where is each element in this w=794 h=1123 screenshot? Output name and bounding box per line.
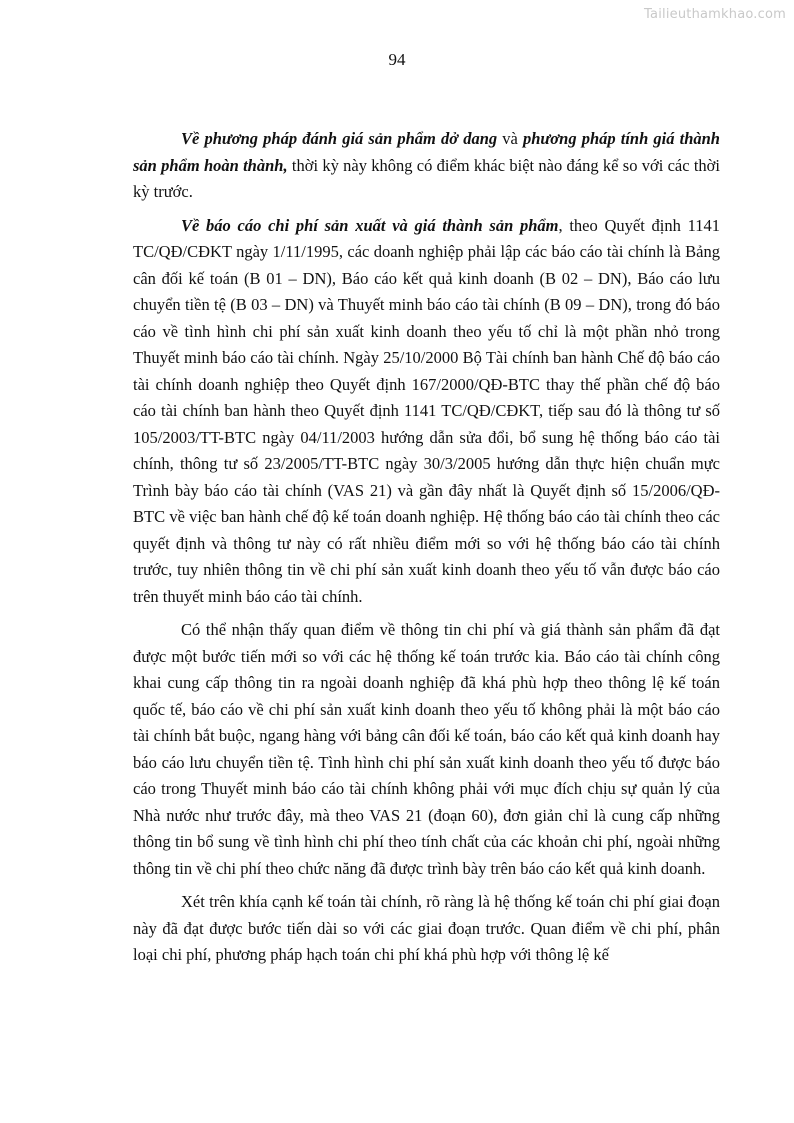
paragraph-cost-report bbox=[133, 213, 720, 611]
heading-costing-method: phương pháp tính giá thành sản phẩm hoàn thành, bbox=[133, 129, 720, 175]
page-number: 94 bbox=[388, 50, 406, 69]
document-body bbox=[133, 126, 720, 969]
heading-wip-valuation: Về phương pháp đánh giá sản phẩm dở dang bbox=[181, 129, 498, 148]
paragraph-financial-accounting: Xét trên khía cạnh kế toán tài chính, rõ ràng là hệ thống kế toán chi phí giai đoạn này đã đạt được bước tiến dài so với các giai đoạn trước. Quan điểm về chi phí, phân loại chi phí, phương pháp hạch toán chi phí khá phù hợp với thông lệ kế bbox=[133, 892, 720, 964]
paragraph-connector: và bbox=[497, 129, 523, 148]
heading-cost-report: Về báo cáo chi phí sản xuất và giá thành sản phẩm bbox=[181, 215, 559, 235]
paragraph-text: thời kỳ này không có điểm khác biệt nào đáng kể so với các thời kỳ trước. bbox=[133, 155, 720, 201]
paragraph-text: , theo Quyết định 1141 TC/QĐ/CĐKT ngày 1/11/1995, các doanh nghiệp phải lập các báo cáo tài chính là Bảng cân đối kế toán (B 01 – DN), Báo cáo kết quả kinh doanh (B 02 – DN), Báo cáo lưu chuyển tiền tệ (B 03 – DN) và Thuyết minh báo cáo tài chính (B 09 – DN), trong đó báo cáo về tình hình chi phí sản xuất kinh doanh theo yếu tố chỉ là một phần nhỏ trong Thuyết minh báo cáo tài chính. Ngày 25/10/2000 Bộ Tài chính ban hành Chế độ báo cáo tài chính doanh nghiệp theo Quyết định 167/2000/QĐ-BTC thay thế phần chế độ báo cáo tài chính ban hành theo Quyết định 1141 TC/QĐ/CĐKT, tiếp sau đó là thông tư số 105/2003/TT-BTC ngày 04/11/2003 hướng dẫn sửa đổi, bổ sung hệ thống báo cáo tài chính, thông tư số 23/2005/TT-BTC ngày 30/3/2005 hướng dẫn thực hiện chuẩn mực Trình bày báo cáo tài chính (VAS 21) và gần đây nhất là Quyết định số 15/2006/QĐ-BTC về việc ban hành chế độ kế toán doanh nghiệp. Hệ thống báo cáo tài chính theo các quyết định và thông tư này có rất nhiều điểm mới so với hệ thống báo cáo tài chính trước, tuy nhiên thông tin về chi phí sản xuất kinh doanh theo yếu tố vẫn được báo cáo trên thuyết minh báo cáo tài chính. bbox=[133, 215, 720, 606]
paragraph-wip-valuation bbox=[133, 126, 720, 206]
paragraph-progress: Có thể nhận thấy quan điểm về thông tin chi phí và giá thành sản phẩm đã đạt được một bước tiến mới so với các hệ thống kế toán trước kia. Báo cáo tài chính công khai cung cấp thông tin ra ngoài doanh nghiệp đã khá phù hợp theo thông lệ kế toán quốc tế, báo cáo về chi phí sản xuất kinh doanh theo yếu tố không phải là một báo cáo tài chính bắt buộc, ngang hàng với bảng cân đối kế toán, báo cáo kết quả kinh doanh hay báo cáo lưu chuyển tiền tệ. Tình hình chi phí sản xuất kinh doanh theo yếu tố được báo cáo trong Thuyết minh báo cáo tài chính không phải với mục đích chịu sự quản lý của Nhà nước như trước đây, mà theo VAS 21 (đoạn 60), đơn giản chỉ là cung cấp những thông tin bổ sung về tình hình chi phí theo tính chất của các khoản chi phí, ngoài những thông tin về chi phí theo chức năng đã được trình bày trên báo cáo kết quả kinh doanh. bbox=[133, 620, 720, 878]
watermark-text: Tailieuthamkhao.com bbox=[644, 7, 786, 22]
